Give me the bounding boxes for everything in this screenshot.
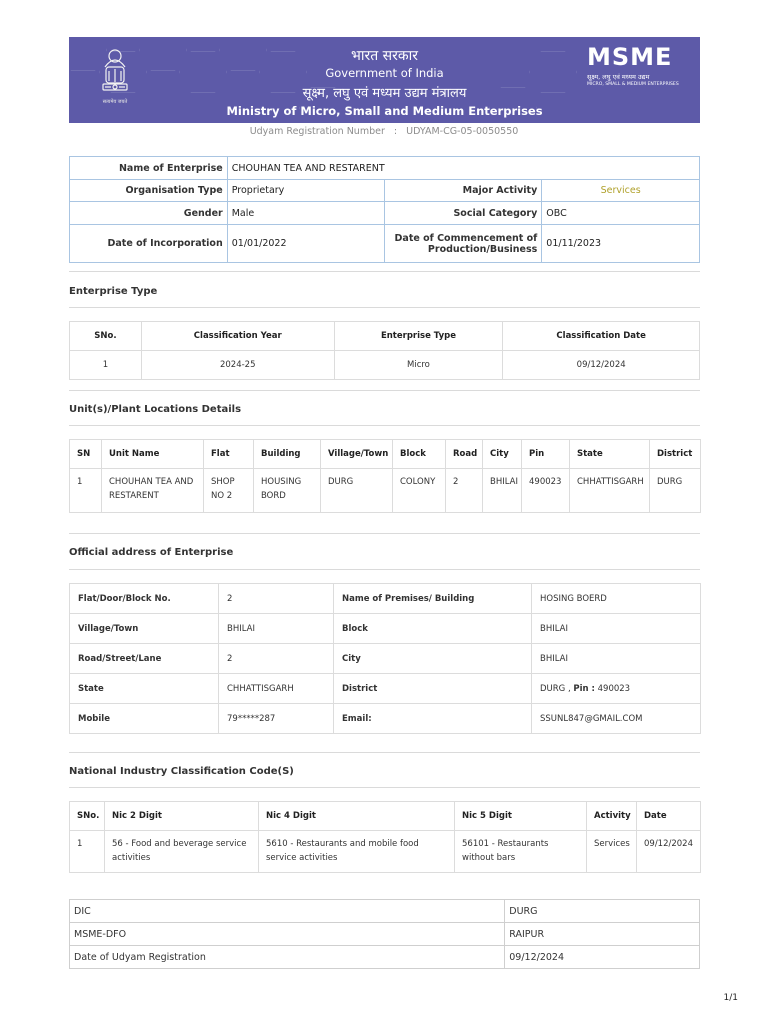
hindi-ministry-title: सूक्ष्म, लघु एवं मध्यम उद्यम मंत्रालय (302, 86, 467, 101)
district-pin-value (532, 674, 701, 704)
table-row (70, 469, 701, 513)
divider (69, 533, 700, 534)
column-header: Nic 5 Digit (455, 802, 587, 831)
table-cell: DURG (321, 469, 393, 513)
hindi-government-title: भारत सरकार (351, 48, 418, 64)
road-value: 2 (219, 644, 334, 674)
column-header: Building (254, 440, 321, 469)
table-cell: Micro (334, 351, 503, 380)
table-cell: CHOUHAN TEA AND RESTARENT (102, 469, 204, 513)
udyam-value: UDYAM-CG-05-0050550 (406, 126, 519, 137)
district-label: District (334, 674, 532, 704)
table-row (70, 584, 701, 614)
column-header: Pin (522, 440, 570, 469)
mobile-label: Mobile (70, 704, 219, 734)
divider (69, 752, 700, 753)
table-row (70, 674, 701, 704)
table-cell: CHHATTISGARH (570, 469, 650, 513)
gender-label: Gender (70, 202, 228, 225)
column-header: Activity (587, 802, 637, 831)
column-header: Road (446, 440, 483, 469)
village-label: Village/Town (70, 614, 219, 644)
table-cell: SHOP NO 2 (204, 469, 254, 513)
table-row (70, 704, 701, 734)
column-header: SN (70, 440, 102, 469)
block-value: BHILAI (532, 614, 701, 644)
column-header: District (650, 440, 701, 469)
commencement-label-line2: Production/Business (427, 243, 538, 255)
column-header: Date (637, 802, 701, 831)
official-address-table (69, 583, 701, 734)
table-row (70, 644, 701, 674)
dic-value: DURG (505, 900, 700, 923)
table-cell: DURG (650, 469, 701, 513)
table-header-row (70, 322, 700, 351)
nic-codes-title: National Industry Classification Code(S) (69, 766, 294, 777)
mobile-value: 79*****287 (219, 704, 334, 734)
table-cell: COLONY (393, 469, 446, 513)
commencement-date-value: 01/11/2023 (542, 225, 700, 263)
column-header: Nic 4 Digit (259, 802, 455, 831)
column-header: State (570, 440, 650, 469)
column-header: SNo. (70, 802, 105, 831)
udyam-label: Udyam Registration Number (249, 126, 385, 137)
table-cell: Services (587, 831, 637, 873)
table-cell: 56 - Food and beverage service activities (105, 831, 259, 873)
table-cell: 2 (446, 469, 483, 513)
email-label: Email: (334, 704, 532, 734)
table-header-row (70, 802, 701, 831)
table-cell: HOUSING BORD (254, 469, 321, 513)
city-value: BHILAI (532, 644, 701, 674)
table-cell: 2024-25 (141, 351, 334, 380)
dic-label: DIC (70, 900, 505, 923)
pin-value: 490023 (597, 683, 631, 694)
road-label: Road/Street/Lane (70, 644, 219, 674)
premises-label: Name of Premises/ Building (334, 584, 532, 614)
unit-locations-title: Unit(s)/Plant Locations Details (69, 404, 242, 415)
table-cell: 1 (70, 351, 142, 380)
enterprise-type-title: Enterprise Type (69, 286, 158, 297)
registration-date-value: 09/12/2024 (505, 946, 700, 969)
table-cell: 5610 - Restaurants and mobile food service activities (259, 831, 455, 873)
village-value: BHILAI (219, 614, 334, 644)
column-header: City (483, 440, 522, 469)
table-cell: 1 (70, 831, 105, 873)
social-category-value: OBC (542, 202, 700, 225)
table-cell: 09/12/2024 (637, 831, 701, 873)
table-row (70, 351, 700, 380)
incorporation-date-label: Date of Incorporation (70, 225, 228, 263)
divider (69, 307, 700, 308)
flat-label: Flat/Door/Block No. (70, 584, 219, 614)
state-label: State (70, 674, 219, 704)
udyam-registration-number (0, 126, 768, 137)
commencement-label-line1: Date of Commencement of (394, 232, 538, 244)
column-header: Classification Year (141, 322, 334, 351)
enterprise-name-label: Name of Enterprise (70, 157, 228, 180)
organisation-type-value: Proprietary (227, 180, 385, 202)
table-row (70, 614, 701, 644)
table-cell: BHILAI (483, 469, 522, 513)
page-number: 1/1 (723, 993, 738, 1003)
pin-label: Pin : (573, 683, 595, 694)
english-ministry-title: Ministry of Micro, Small and Medium Enterprises (226, 104, 543, 118)
table-row (70, 946, 700, 969)
email-value: SSUNL847@GMAIL.COM (532, 704, 701, 734)
table-header-row (70, 440, 701, 469)
column-header: Block (393, 440, 446, 469)
table-cell: 09/12/2024 (503, 351, 700, 380)
column-header: Flat (204, 440, 254, 469)
table-row (70, 923, 700, 946)
table-cell: 56101 - Restaurants without bars (455, 831, 587, 873)
gender-value: Male (227, 202, 385, 225)
unit-locations-table (69, 439, 701, 513)
column-header: SNo. (70, 322, 142, 351)
premises-value: HOSING BOERD (532, 584, 701, 614)
msme-logo (587, 45, 687, 87)
enterprise-info-table (69, 156, 700, 263)
column-header: Unit Name (102, 440, 204, 469)
emblem-motto: सत्यमेव जयते (102, 99, 128, 105)
english-government-title: Government of India (325, 66, 444, 80)
udyam-separator: : (393, 126, 398, 137)
table-row (70, 180, 700, 202)
incorporation-date-value: 01/01/2022 (227, 225, 385, 263)
divider (69, 569, 700, 570)
enterprise-name-value: CHOUHAN TEA AND RESTARENT (227, 157, 699, 180)
organisation-type-label: Organisation Type (70, 180, 228, 202)
msme-dfo-label: MSME-DFO (70, 923, 505, 946)
column-header: Enterprise Type (334, 322, 503, 351)
registration-date-label: Date of Udyam Registration (70, 946, 505, 969)
msme-logo-english: MICRO, SMALL & MEDIUM ENTERPRISES (587, 82, 679, 87)
table-row (70, 202, 700, 225)
divider (69, 787, 700, 788)
msme-dfo-value: RAIPUR (505, 923, 700, 946)
nic-codes-table (69, 801, 701, 873)
flat-value: 2 (219, 584, 334, 614)
major-activity-label: Major Activity (385, 180, 542, 202)
social-category-label: Social Category (385, 202, 542, 225)
table-row (70, 900, 700, 923)
official-address-title: Official address of Enterprise (69, 547, 234, 558)
state-value: CHHATTISGARH (219, 674, 334, 704)
major-activity-value: Services (542, 180, 700, 202)
table-row (70, 225, 700, 263)
table-cell: 1 (70, 469, 102, 513)
enterprise-type-table (69, 321, 700, 380)
commencement-date-label (385, 225, 542, 263)
table-row (70, 831, 701, 873)
column-header: Nic 2 Digit (105, 802, 259, 831)
divider (69, 390, 700, 391)
table-row (70, 157, 700, 180)
district-value: DURG , (540, 683, 571, 694)
column-header: Village/Town (321, 440, 393, 469)
block-label: Block (334, 614, 532, 644)
registration-footer-table (69, 899, 700, 969)
column-header: Classification Date (503, 322, 700, 351)
divider (69, 271, 700, 272)
city-label: City (334, 644, 532, 674)
msme-logo-text: MSME (587, 43, 673, 71)
divider (69, 425, 700, 426)
table-cell: 490023 (522, 469, 570, 513)
msme-logo-hindi: सूक्ष्म, लघु एवं मध्यम उद्यम (587, 73, 650, 81)
government-header-banner (69, 37, 700, 123)
